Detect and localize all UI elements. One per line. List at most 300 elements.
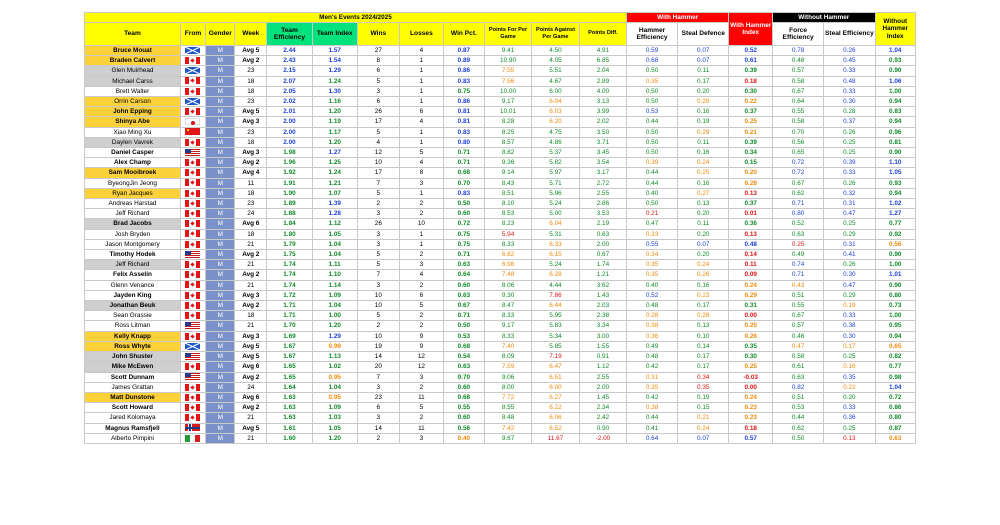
- stat-cell-l: 4: [400, 46, 444, 56]
- team-name: Shinya Abe: [85, 117, 181, 127]
- gender-cell: M: [206, 301, 235, 311]
- stat-cell-he: 0.47: [626, 219, 677, 229]
- stat-cell-pf: 8.09: [485, 352, 532, 362]
- stat-cell-fe: 0.72: [773, 158, 824, 168]
- table-row[interactable]: [85, 392, 916, 402]
- can-flag-icon: [185, 108, 200, 115]
- gender-cell: M: [206, 433, 235, 443]
- stat-cell-se: 0.33: [824, 66, 875, 76]
- stat-cell-te: 1.70: [267, 321, 313, 331]
- stat-cell-sd: 0.28: [678, 97, 729, 107]
- country-cell: [180, 137, 205, 147]
- week-cell: 23: [235, 127, 267, 137]
- stat-cell-he: 0.34: [626, 250, 677, 260]
- stat-cell-pd: 6.85: [579, 56, 626, 66]
- table-row[interactable]: [85, 229, 916, 239]
- stat-cell-sd: 0.25: [678, 168, 729, 178]
- country-cell: [180, 341, 205, 351]
- stat-cell-pa: 11.67: [531, 433, 579, 443]
- stat-cell-l: 3: [400, 260, 444, 270]
- country-cell: [180, 168, 205, 178]
- stat-cell-wi: 1.04: [875, 46, 916, 56]
- stat-cell-w: 10: [357, 301, 400, 311]
- column-header[interactable]: Hammer Efficiency: [626, 23, 677, 46]
- stat-cell-se: 0.29: [824, 290, 875, 300]
- stat-cell-hi: 0.37: [729, 199, 773, 209]
- table-row[interactable]: [85, 188, 916, 198]
- sco-flag-icon: [185, 67, 200, 74]
- table-row[interactable]: [85, 280, 916, 290]
- country-cell: [180, 127, 205, 137]
- stat-cell-ti: 1.20: [312, 321, 357, 331]
- stat-cell-l: 5: [400, 301, 444, 311]
- stat-cell-te: 1.72: [267, 290, 313, 300]
- stat-cell-sd: 0.16: [678, 148, 729, 158]
- stat-cell-wi: 0.96: [875, 127, 916, 137]
- column-header[interactable]: Win Pct.: [443, 23, 484, 46]
- stat-cell-pf: 8.55: [485, 403, 532, 413]
- stat-cell-l: 1: [400, 66, 444, 76]
- stat-cell-pf: 8.28: [485, 117, 532, 127]
- table-row[interactable]: [85, 372, 916, 382]
- stat-cell-sd: 0.13: [678, 321, 729, 331]
- stat-cell-pa: 4.75: [531, 127, 579, 137]
- stat-cell-he: 0.50: [626, 148, 677, 158]
- stat-cell-ti: 1.54: [312, 56, 357, 66]
- week-cell: Avg 3: [235, 148, 267, 158]
- gender-cell: M: [206, 403, 235, 413]
- table-row[interactable]: [85, 117, 916, 127]
- stat-cell-fe: 0.46: [773, 331, 824, 341]
- team-name: Ross Whyte: [85, 341, 181, 351]
- stat-cell-w: 27: [357, 46, 400, 56]
- stat-cell-wp: 0.68: [443, 392, 484, 402]
- gender-cell: M: [206, 148, 235, 158]
- gender-cell: M: [206, 168, 235, 178]
- column-header[interactable]: Team Efficiency: [267, 23, 313, 46]
- stat-cell-w: 20: [357, 362, 400, 372]
- stat-cell-fe: 0.64: [773, 97, 824, 107]
- stat-cell-se: 0.19: [824, 301, 875, 311]
- stat-cell-fe: 0.70: [773, 127, 824, 137]
- gender-cell: M: [206, 392, 235, 402]
- gender-cell: M: [206, 86, 235, 96]
- stat-cell-hi: 0.15: [729, 158, 773, 168]
- gender-cell: M: [206, 362, 235, 372]
- stat-cell-te: 2.00: [267, 127, 313, 137]
- stat-cell-ti: 1.27: [312, 148, 357, 158]
- gender-cell: M: [206, 209, 235, 219]
- stat-cell-pa: 7.86: [531, 290, 579, 300]
- stat-cell-pf: 9.67: [485, 433, 532, 443]
- stat-cell-pf: 9.30: [485, 290, 532, 300]
- stat-cell-pf: 8.47: [485, 301, 532, 311]
- can-flag-icon: [185, 179, 200, 186]
- stat-cell-pa: 6.06: [531, 413, 579, 423]
- country-cell: [180, 239, 205, 249]
- stat-cell-se: 0.33: [824, 311, 875, 321]
- can-flag-icon: [185, 281, 200, 288]
- stat-cell-hi: 0.48: [729, 239, 773, 249]
- table-row[interactable]: [85, 341, 916, 351]
- column-header[interactable]: Points Diff.: [579, 23, 626, 46]
- stat-cell-l: 1: [400, 97, 444, 107]
- column-header[interactable]: Force Efficiency: [773, 23, 824, 46]
- gender-cell: M: [206, 178, 235, 188]
- column-header[interactable]: Week: [235, 23, 267, 46]
- stat-cell-se: 0.31: [824, 239, 875, 249]
- table-row[interactable]: [85, 403, 916, 413]
- stat-cell-wi: 0.65: [875, 341, 916, 351]
- table-row[interactable]: [85, 239, 916, 249]
- stat-cell-hi: 0.25: [729, 117, 773, 127]
- stat-cell-pd: 0.67: [579, 250, 626, 260]
- table-row[interactable]: [85, 423, 916, 433]
- stat-cell-sd: 0.21: [678, 413, 729, 423]
- stat-cell-l: 1: [400, 188, 444, 198]
- stat-cell-wi: 0.56: [875, 239, 916, 249]
- stat-cell-sd: 0.17: [678, 301, 729, 311]
- team-name: Magnus Ramsfjell: [85, 423, 181, 433]
- table-row[interactable]: [85, 158, 916, 168]
- stat-cell-l: 2: [400, 250, 444, 260]
- stat-cell-pf: 8.33: [485, 239, 532, 249]
- gender-cell: M: [206, 270, 235, 280]
- stat-cell-pa: 6.04: [531, 97, 579, 107]
- stat-cell-fe: 0.55: [773, 107, 824, 117]
- country-cell: [180, 229, 205, 239]
- stat-cell-ti: 1.04: [312, 250, 357, 260]
- stat-cell-pd: 3.50: [579, 127, 626, 137]
- country-cell: [180, 392, 205, 402]
- table-row[interactable]: [85, 362, 916, 372]
- stat-cell-pf: 7.48: [485, 270, 532, 280]
- stat-cell-wi: 1.00: [875, 311, 916, 321]
- stat-cell-fe: 0.63: [773, 229, 824, 239]
- gender-cell: M: [206, 250, 235, 260]
- team-name: Scott Dunnam: [85, 372, 181, 382]
- table-row[interactable]: [85, 382, 916, 392]
- column-header[interactable]: Points For Per Game: [485, 23, 532, 46]
- stat-cell-wi: 0.93: [875, 56, 916, 66]
- stat-cell-l: 11: [400, 392, 444, 402]
- column-header[interactable]: Gender: [206, 23, 235, 46]
- table-row[interactable]: [85, 199, 916, 209]
- stat-cell-te: 1.63: [267, 413, 313, 423]
- stat-cell-te: 1.61: [267, 423, 313, 433]
- stat-cell-te: 1.71: [267, 311, 313, 321]
- usa-flag-icon: [185, 251, 200, 258]
- column-header[interactable]: Losses: [400, 23, 444, 46]
- stat-cell-wi: 1.02: [875, 199, 916, 209]
- stat-cell-sd: 0.16: [678, 107, 729, 117]
- stat-cell-wp: 0.50: [443, 199, 484, 209]
- stat-cell-pf: 8.23: [485, 219, 532, 229]
- stat-cell-wi: 0.77: [875, 362, 916, 372]
- table-row[interactable]: [85, 311, 916, 321]
- table-row[interactable]: [85, 321, 916, 331]
- week-cell: 21: [235, 413, 267, 423]
- team-name: Jeff Richard: [85, 260, 181, 270]
- table-row[interactable]: [85, 137, 916, 147]
- stat-cell-w: 5: [357, 250, 400, 260]
- stat-cell-pf: 8.33: [485, 331, 532, 341]
- table-row[interactable]: [85, 127, 916, 137]
- stat-cell-fe: 0.25: [773, 239, 824, 249]
- stat-cell-w: 3: [357, 86, 400, 96]
- stat-cell-pd: -2.00: [579, 433, 626, 443]
- team-name: Jason Montgomery: [85, 239, 181, 249]
- stat-cell-wp: 0.83: [443, 127, 484, 137]
- column-header[interactable]: Points Against Per Game: [531, 23, 579, 46]
- stat-cell-se: 0.22: [824, 382, 875, 392]
- stat-cell-pd: 3.34: [579, 321, 626, 331]
- stat-cell-wp: 0.63: [443, 260, 484, 270]
- team-name: Jonathan Beuk: [85, 301, 181, 311]
- stat-cell-pa: 6.00: [531, 86, 579, 96]
- stat-cell-w: 14: [357, 423, 400, 433]
- team-name: Glen Muirhead: [85, 66, 181, 76]
- gender-cell: M: [206, 127, 235, 137]
- stat-cell-l: 2: [400, 382, 444, 392]
- stat-cell-wi: 0.90: [875, 148, 916, 158]
- stat-cell-ti: 1.09: [312, 403, 357, 413]
- stat-cell-pd: 3.53: [579, 209, 626, 219]
- table-row[interactable]: [85, 209, 916, 219]
- stat-cell-pf: 7.55: [485, 66, 532, 76]
- country-cell: [180, 280, 205, 290]
- stat-cell-wp: 0.75: [443, 239, 484, 249]
- week-cell: Avg 6: [235, 362, 267, 372]
- stat-cell-sd: 0.28: [678, 311, 729, 321]
- can-flag-icon: [185, 77, 200, 84]
- stat-cell-l: 4: [400, 270, 444, 280]
- stat-cell-pd: 4.00: [579, 86, 626, 96]
- stat-cell-te: 1.79: [267, 239, 313, 249]
- team-name: Sam Mooibroek: [85, 168, 181, 178]
- table-row[interactable]: [85, 301, 916, 311]
- stat-cell-se: 0.41: [824, 250, 875, 260]
- week-cell: 21: [235, 321, 267, 331]
- stat-cell-se: 0.47: [824, 280, 875, 290]
- chn-flag-icon: [185, 128, 200, 135]
- stat-cell-wp: 0.71: [443, 311, 484, 321]
- stat-cell-pf: 8.10: [485, 199, 532, 209]
- week-cell: 23: [235, 97, 267, 107]
- country-cell: [180, 97, 205, 107]
- stat-cell-te: 2.00: [267, 137, 313, 147]
- stat-cell-wp: 0.60: [443, 413, 484, 423]
- table-row[interactable]: [85, 86, 916, 96]
- stat-cell-wi: 0.90: [875, 250, 916, 260]
- stat-cell-te: 1.84: [267, 219, 313, 229]
- table-row[interactable]: [85, 260, 916, 270]
- stat-cell-pa: 4.67: [531, 76, 579, 86]
- stat-cell-wp: 0.64: [443, 270, 484, 280]
- stat-cell-hi: 0.61: [729, 56, 773, 66]
- stat-cell-pf: 8.51: [485, 188, 532, 198]
- team-name: Kelly Knapp: [85, 331, 181, 341]
- stat-cell-ti: 1.07: [312, 188, 357, 198]
- gender-cell: M: [206, 137, 235, 147]
- column-header[interactable]: From: [180, 23, 205, 46]
- stat-cell-he: 0.42: [626, 362, 677, 372]
- stat-cell-l: 9: [400, 341, 444, 351]
- stat-cell-pf: 10.01: [485, 107, 532, 117]
- stat-cell-sd: 0.20: [678, 209, 729, 219]
- stat-cell-he: 0.44: [626, 413, 677, 423]
- week-cell: Avg 3: [235, 290, 267, 300]
- stat-cell-he: 0.40: [626, 188, 677, 198]
- stat-cell-ti: 1.04: [312, 301, 357, 311]
- gender-cell: M: [206, 382, 235, 392]
- column-header[interactable]: Steal Efficiency: [824, 23, 875, 46]
- table-row[interactable]: [85, 107, 916, 117]
- stat-cell-pd: 0.91: [579, 352, 626, 362]
- can-flag-icon: [185, 190, 200, 197]
- stat-cell-pd: 3.17: [579, 168, 626, 178]
- column-header[interactable]: Team: [85, 23, 181, 46]
- table-row[interactable]: [85, 178, 916, 188]
- stat-cell-pa: 5.37: [531, 148, 579, 158]
- stat-cell-sd: 0.16: [678, 280, 729, 290]
- stat-cell-ti: 1.03: [312, 413, 357, 423]
- stat-cell-se: 0.26: [824, 127, 875, 137]
- country-cell: [180, 382, 205, 392]
- column-header[interactable]: Wins: [357, 23, 400, 46]
- stat-cell-he: 0.50: [626, 86, 677, 96]
- team-name: Scott Howard: [85, 403, 181, 413]
- stat-cell-pd: 2.00: [579, 382, 626, 392]
- country-cell: [180, 321, 205, 331]
- stat-cell-wp: 0.81: [443, 107, 484, 117]
- gender-cell: M: [206, 229, 235, 239]
- country-cell: [180, 107, 205, 117]
- stat-cell-se: 0.17: [824, 341, 875, 351]
- stat-cell-he: 0.52: [626, 290, 677, 300]
- stat-cell-fe: 0.52: [773, 219, 824, 229]
- stat-cell-pa: 6.22: [531, 403, 579, 413]
- stat-cell-fe: 0.71: [773, 270, 824, 280]
- stat-cell-fe: 0.58: [773, 352, 824, 362]
- stat-cell-hi: 0.21: [729, 127, 773, 137]
- week-cell: 24: [235, 382, 267, 392]
- stat-cell-he: 0.55: [626, 239, 677, 249]
- table-row[interactable]: [85, 219, 916, 229]
- stat-cell-he: 0.41: [626, 423, 677, 433]
- week-cell: Avg 5: [235, 352, 267, 362]
- stat-cell-fe: 0.44: [773, 413, 824, 423]
- gender-cell: M: [206, 372, 235, 382]
- table-row[interactable]: [85, 290, 916, 300]
- week-cell: 18: [235, 229, 267, 239]
- stat-cell-wi: 1.10: [875, 158, 916, 168]
- stat-cell-hi: 0.34: [729, 148, 773, 158]
- stat-cell-sd: 0.20: [678, 86, 729, 96]
- gender-cell: M: [206, 239, 235, 249]
- stat-cell-fe: 0.80: [773, 209, 824, 219]
- can-flag-icon: [185, 394, 200, 401]
- stat-cell-w: 4: [357, 137, 400, 147]
- team-name: Alex Champ: [85, 158, 181, 168]
- stat-cell-pa: 5.85: [531, 341, 579, 351]
- stat-cell-he: 0.40: [626, 280, 677, 290]
- table-row[interactable]: [85, 352, 916, 362]
- stat-cell-w: 17: [357, 168, 400, 178]
- table-row[interactable]: [85, 46, 916, 56]
- table-row[interactable]: [85, 97, 916, 107]
- stat-cell-ti: 1.09: [312, 290, 357, 300]
- stat-cell-wp: 0.60: [443, 382, 484, 392]
- stat-cell-wp: 0.60: [443, 280, 484, 290]
- stat-cell-w: 26: [357, 107, 400, 117]
- table-row[interactable]: [85, 250, 916, 260]
- country-cell: [180, 372, 205, 382]
- stat-cell-pf: 8.25: [485, 127, 532, 137]
- stat-cell-l: 6: [400, 107, 444, 117]
- can-flag-icon: [185, 169, 200, 176]
- stat-cell-hi: 0.36: [729, 219, 773, 229]
- table-row[interactable]: [85, 66, 916, 76]
- stat-cell-l: 5: [400, 403, 444, 413]
- stat-cell-l: 10: [400, 219, 444, 229]
- stat-cell-wp: 0.89: [443, 56, 484, 66]
- team-name: Ross Litman: [85, 321, 181, 331]
- table-row[interactable]: [85, 413, 916, 423]
- stat-cell-pa: 5.95: [531, 311, 579, 321]
- stat-cell-pd: 2.19: [579, 219, 626, 229]
- stat-cell-w: 5: [357, 311, 400, 321]
- table-row[interactable]: [85, 148, 916, 158]
- gender-cell: M: [206, 280, 235, 290]
- stat-cell-fe: 0.49: [773, 250, 824, 260]
- stat-cell-wi: 1.04: [875, 382, 916, 392]
- stat-cell-se: 0.47: [824, 209, 875, 219]
- stat-cell-ti: 1.11: [312, 260, 357, 270]
- nor-flag-icon: [185, 424, 200, 431]
- week-cell: Avg 2: [235, 250, 267, 260]
- team-name: Andreas Harstad: [85, 199, 181, 209]
- column-header[interactable]: Steal Defence: [678, 23, 729, 46]
- table-row[interactable]: [85, 76, 916, 86]
- stat-cell-l: 2: [400, 209, 444, 219]
- stat-cell-pf: 6.98: [485, 260, 532, 270]
- stat-cell-pa: 5.96: [531, 188, 579, 198]
- stat-cell-wi: 0.72: [875, 392, 916, 402]
- stat-cell-w: 3: [357, 229, 400, 239]
- table-row[interactable]: [85, 56, 916, 66]
- team-name: James Grattan: [85, 382, 181, 392]
- stat-cell-te: 1.67: [267, 352, 313, 362]
- stat-cell-hi: 0.35: [729, 341, 773, 351]
- stat-cell-w: 3: [357, 382, 400, 392]
- table-row[interactable]: [85, 168, 916, 178]
- column-header[interactable]: Team Index: [312, 23, 357, 46]
- table-row[interactable]: [85, 270, 916, 280]
- team-name: John Shuster: [85, 352, 181, 362]
- stat-cell-te: 1.96: [267, 158, 313, 168]
- stat-cell-w: 6: [357, 403, 400, 413]
- stat-cell-se: 0.37: [824, 117, 875, 127]
- table-row[interactable]: [85, 331, 916, 341]
- table-row[interactable]: [85, 433, 916, 443]
- country-cell: [180, 117, 205, 127]
- stat-cell-pa: 6.44: [531, 301, 579, 311]
- stat-cell-sd: 0.14: [678, 341, 729, 351]
- stat-cell-se: 0.45: [824, 56, 875, 66]
- week-cell: Avg 5: [235, 46, 267, 56]
- gender-cell: M: [206, 66, 235, 76]
